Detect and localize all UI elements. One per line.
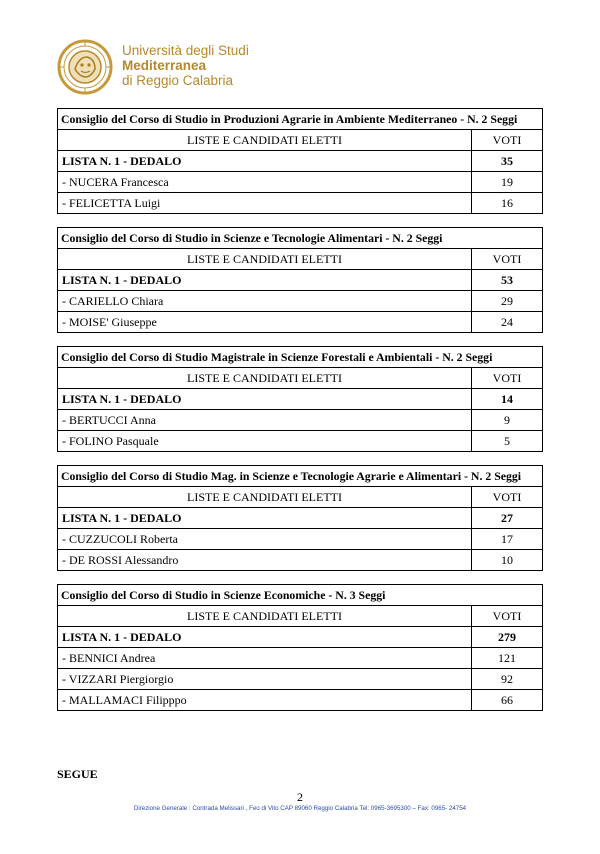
candidate-votes: 9 <box>472 410 543 431</box>
candidate-name: - NUCERA Francesca <box>58 172 472 193</box>
column-header-votes: VOTI <box>472 130 543 151</box>
column-header-votes: VOTI <box>472 487 543 508</box>
logo-line-1: Università degli Studi <box>122 43 249 58</box>
column-header-candidates: LISTE E CANDIDATI ELETTI <box>58 130 472 151</box>
list-name: LISTA N. 1 - DEDALO <box>58 508 472 529</box>
candidate-name: - FOLINO Pasquale <box>58 431 472 452</box>
candidate-name: - CUZZUCOLI Roberta <box>58 529 472 550</box>
candidate-votes: 92 <box>472 669 543 690</box>
logo-line-2: Mediterranea <box>122 58 207 73</box>
candidate-votes: 10 <box>472 550 543 571</box>
list-votes: 279 <box>472 627 543 648</box>
list-votes: 27 <box>472 508 543 529</box>
candidate-name: - DE ROSSI Alessandro <box>58 550 472 571</box>
candidate-votes: 66 <box>472 690 543 711</box>
candidate-name: - FELICETTA Luigi <box>58 193 472 214</box>
results-table <box>57 465 543 571</box>
candidate-votes: 29 <box>472 291 543 312</box>
table-title: Consiglio del Corso di Studio in Produzioni Agrarie in Ambiente Mediterraneo - N. 2 Seggi <box>58 109 543 130</box>
list-votes: 53 <box>472 270 543 291</box>
table-title: Consiglio del Corso di Studio Magistrale in Scienze Forestali e Ambientali - N. 2 Seggi <box>58 347 543 368</box>
results-table <box>57 346 543 452</box>
university-seal-icon <box>57 39 115 95</box>
column-header-votes: VOTI <box>472 249 543 270</box>
column-header-candidates: LISTE E CANDIDATI ELETTI <box>58 249 472 270</box>
continues-label: SEGUE <box>57 767 98 781</box>
list-name: LISTA N. 1 - DEDALO <box>58 151 472 172</box>
table-title: Consiglio del Corso di Studio in Scienze Economiche - N. 3 Seggi <box>58 585 543 606</box>
results-table <box>57 108 543 214</box>
column-header-candidates: LISTE E CANDIDATI ELETTI <box>58 606 472 627</box>
list-name: LISTA N. 1 - DEDALO <box>58 270 472 291</box>
candidate-votes: 19 <box>472 172 543 193</box>
candidate-name: - MOISE' Giuseppe <box>58 312 472 333</box>
column-header-votes: VOTI <box>472 368 543 389</box>
column-header-candidates: LISTE E CANDIDATI ELETTI <box>58 487 472 508</box>
column-header-candidates: LISTE E CANDIDATI ELETTI <box>58 368 472 389</box>
table-title: Consiglio del Corso di Studio in Scienze e Tecnologie Alimentari - N. 2 Seggi <box>58 228 543 249</box>
list-votes: 14 <box>472 389 543 410</box>
candidate-name: - BERTUCCI Anna <box>58 410 472 431</box>
candidate-votes: 16 <box>472 193 543 214</box>
footer-address: Direzione Generale : Contrada Melissari , Feo di Vito CAP 89060 Reggio Calabria Tel: 0965-3695300 – Fax: 0965- 24754 <box>133 805 467 812</box>
table-title: Consiglio del Corso di Studio Mag. in Scienze e Tecnologie Agrarie e Alimentari - N. 2 Seggi <box>58 466 543 487</box>
candidate-votes: 121 <box>472 648 543 669</box>
list-name: LISTA N. 1 - DEDALO <box>58 389 472 410</box>
candidate-name: - CARIELLO Chiara <box>58 291 472 312</box>
candidate-votes: 17 <box>472 529 543 550</box>
results-table <box>57 227 543 333</box>
page-number: 2 <box>297 790 303 804</box>
candidate-votes: 24 <box>472 312 543 333</box>
logo-line-3: di Reggio Calabria <box>122 73 234 88</box>
list-name: LISTA N. 1 - DEDALO <box>58 627 472 648</box>
column-header-votes: VOTI <box>472 606 543 627</box>
university-logo <box>57 37 277 95</box>
candidate-votes: 5 <box>472 431 543 452</box>
candidate-name: - MALLAMACI Filipppo <box>58 690 472 711</box>
university-name <box>122 43 249 88</box>
results-table <box>57 584 543 711</box>
candidate-name: - VIZZARI Piergiorgio <box>58 669 472 690</box>
list-votes: 35 <box>472 151 543 172</box>
candidate-name: - BENNICI Andrea <box>58 648 472 669</box>
